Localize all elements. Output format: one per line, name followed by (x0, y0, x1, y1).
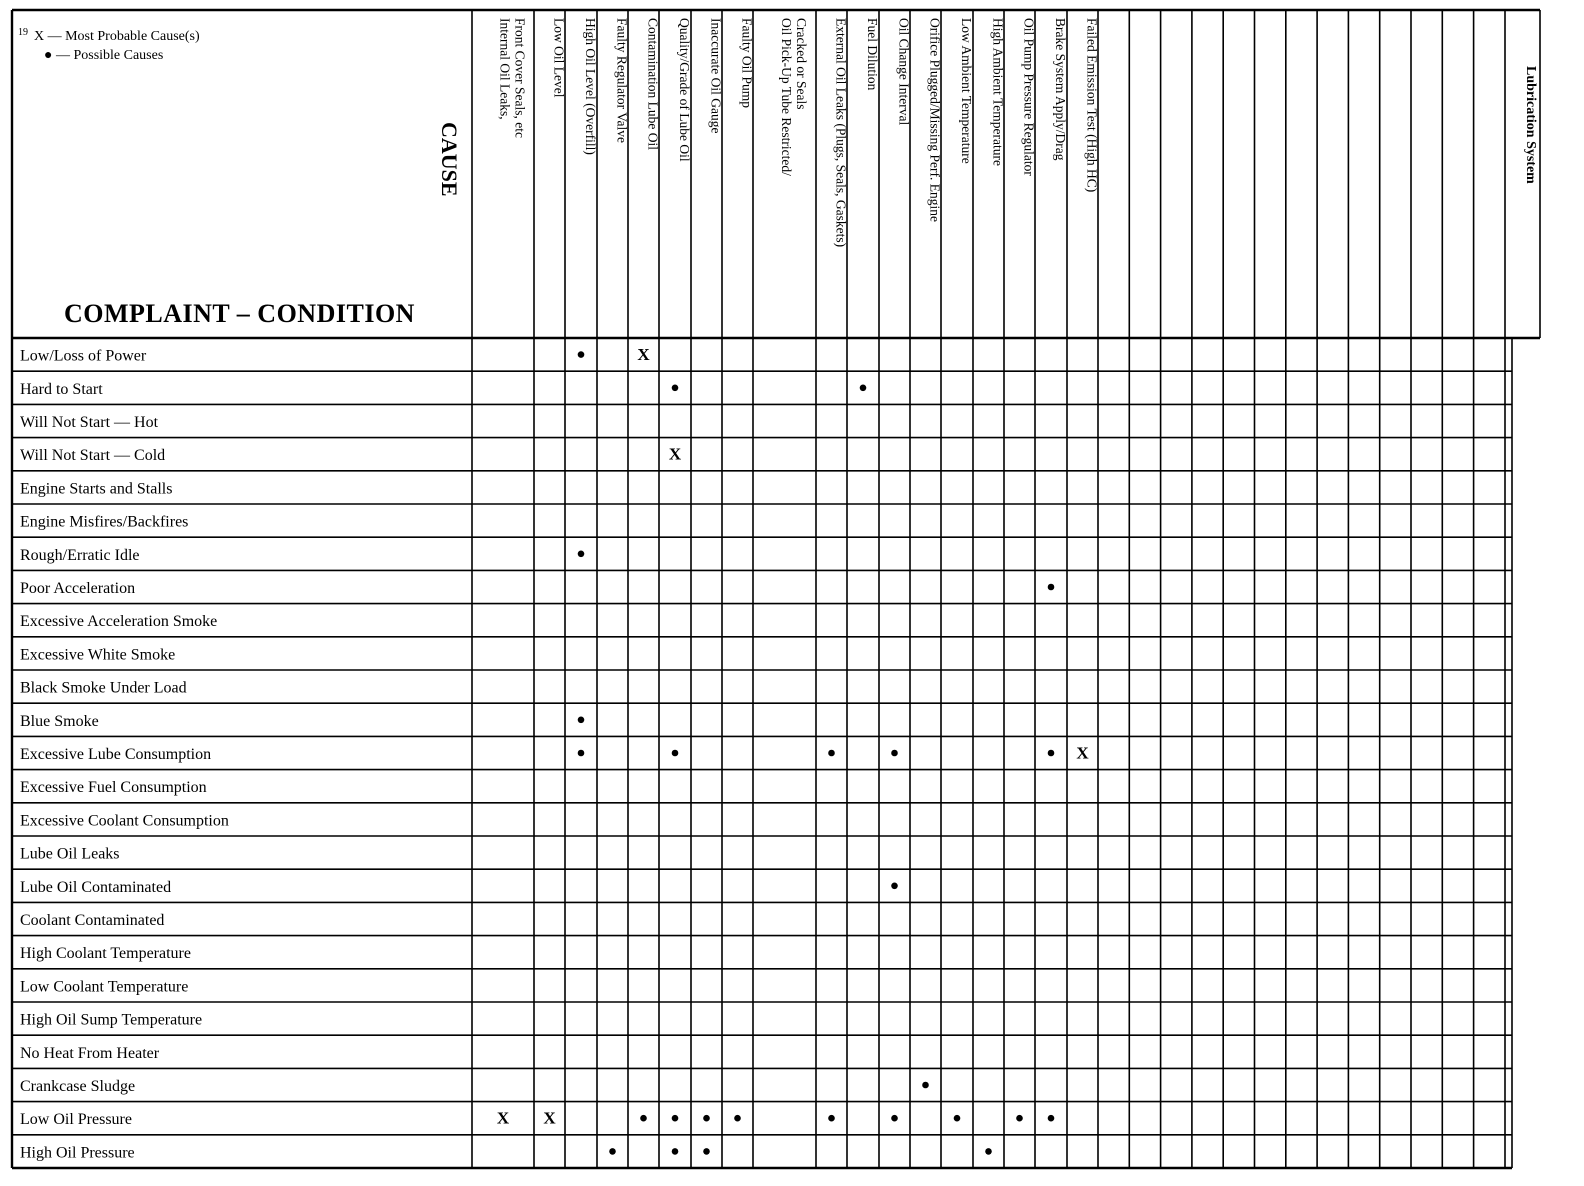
possible-cause-dot (860, 385, 867, 392)
cause-label: Low Oil Level (551, 18, 567, 98)
possible-cause-dot (672, 1115, 679, 1122)
possible-cause-dot (578, 750, 585, 757)
possible-cause-dot (954, 1115, 961, 1122)
possible-cause-dot (891, 1115, 898, 1122)
complaint-label: Low Coolant Temperature (20, 978, 189, 996)
complaint-label: Will Not Start — Hot (20, 414, 159, 431)
complaint-label: Excessive Fuel Consumption (20, 779, 207, 797)
chart-grid (12, 10, 1540, 1168)
cause-label: Inaccurate Oil Gauge (708, 18, 724, 134)
possible-cause-dot (734, 1115, 741, 1122)
possible-cause-dot (672, 1148, 679, 1155)
complaint-label: Rough/Erratic Idle (20, 546, 140, 564)
complaint-label: High Oil Sump Temperature (20, 1011, 203, 1029)
lubrication-system-label: Lubrication System (1523, 66, 1538, 184)
legend-possible: ● — Possible Causes (44, 48, 164, 63)
complaint-label: Will Not Start — Cold (20, 447, 166, 465)
possible-cause-dot (828, 1115, 835, 1122)
cause-column-labels (498, 18, 1100, 247)
possible-cause-dot (922, 1082, 929, 1089)
complaint-label: Lube Oil Leaks (20, 845, 120, 863)
complaint-label: Excessive White Smoke (20, 646, 176, 664)
most-probable-cause-mark: X (496, 1108, 510, 1128)
cause-label: Oil Pump Pressure Regulator (1021, 18, 1037, 176)
possible-cause-dot (672, 750, 679, 757)
possible-cause-dot (672, 385, 679, 392)
complaint-label: Lube Oil Contaminated (20, 878, 172, 896)
complaint-label: Engine Starts and Stalls (20, 480, 173, 498)
cause-marks (497, 345, 1090, 1155)
cause-label: Failed Emission Test (High HC) (1084, 18, 1100, 193)
complaint-label: Low/Loss of Power (20, 347, 147, 365)
possible-cause-dot (578, 717, 585, 724)
cause-heading: CAUSE (437, 122, 462, 197)
legend-number: 19 (18, 27, 28, 38)
complaint-label: Excessive Coolant Consumption (20, 812, 229, 830)
possible-cause-dot (609, 1148, 616, 1155)
most-probable-cause-mark: X (1076, 743, 1089, 763)
possible-cause-dot (703, 1148, 710, 1155)
cause-label: Brake System Apply/Drag (1053, 18, 1068, 161)
cause-label: Front Cover Seals, etc (512, 18, 528, 138)
complaint-label: Excessive Acceleration Smoke (20, 613, 218, 631)
complaint-label: Black Smoke Under Load (20, 679, 187, 697)
cause-label: High Ambient Temperature (990, 18, 1006, 167)
most-probable-cause-mark: X (637, 345, 650, 365)
complaint-label: High Oil Pressure (20, 1144, 135, 1162)
complaint-condition-heading: COMPLAINT – CONDITION (64, 299, 415, 328)
cause-label: Faulty Regulator Valve (614, 18, 630, 143)
possible-cause-dot (828, 750, 835, 757)
cause-label: Fuel Dilution (865, 18, 880, 91)
cause-label: Cracked or Seals (794, 18, 809, 110)
cause-label: Quality/Grade of Lube Oil (677, 18, 692, 162)
possible-cause-dot (1016, 1115, 1023, 1122)
possible-cause-dot (640, 1115, 647, 1122)
complaint-label: Blue Smoke (20, 712, 99, 730)
possible-cause-dot (578, 351, 585, 358)
complaint-label: Poor Acceleration (20, 580, 136, 597)
legend (18, 27, 200, 63)
cause-label: High Oil Level (Overfill) (583, 18, 598, 155)
complaint-label: Coolant Contaminated (20, 912, 165, 929)
complaint-label: Excessive Lube Consumption (20, 746, 212, 763)
most-probable-cause-mark: X (668, 444, 682, 464)
legend-most-probable: X — Most Probable Cause(s) (34, 29, 200, 44)
possible-cause-dot (985, 1148, 992, 1155)
complaint-label: Crankcase Sludge (20, 1078, 136, 1095)
cause-label: Faulty Oil Pump (739, 18, 755, 109)
possible-cause-dot (1048, 750, 1055, 757)
cause-label: Internal Oil Leaks, (497, 18, 513, 120)
cause-label: Oil Pick-Up Tube Restricted/ (779, 18, 794, 176)
cause-label: Contamination Lube Oil (645, 18, 661, 150)
cause-label: External Oil Leaks (Plugs, Seals, Gaskets) (833, 18, 849, 248)
cause-label: Orifice Plugged/Missing Perf. Engine (927, 18, 943, 222)
possible-cause-dot (891, 883, 898, 890)
possible-cause-dot (703, 1115, 710, 1122)
complaint-row-labels (20, 348, 229, 1162)
possible-cause-dot (1048, 584, 1055, 591)
complaint-label: No Heat From Heater (20, 1044, 160, 1062)
complaint-label: High Coolant Temperature (20, 945, 191, 963)
possible-cause-dot (1048, 1115, 1055, 1122)
possible-cause-dot (578, 551, 585, 558)
cause-label: Low Ambient Temperature (959, 18, 974, 164)
complaint-label: Low Oil Pressure (20, 1111, 132, 1129)
possible-cause-dot (891, 750, 898, 757)
complaint-label: Engine Misfires/Backfires (20, 513, 189, 531)
complaint-label: Hard to Start (20, 380, 103, 398)
most-probable-cause-mark: X (543, 1108, 556, 1128)
cause-label: Oil Change Interval (896, 18, 912, 126)
